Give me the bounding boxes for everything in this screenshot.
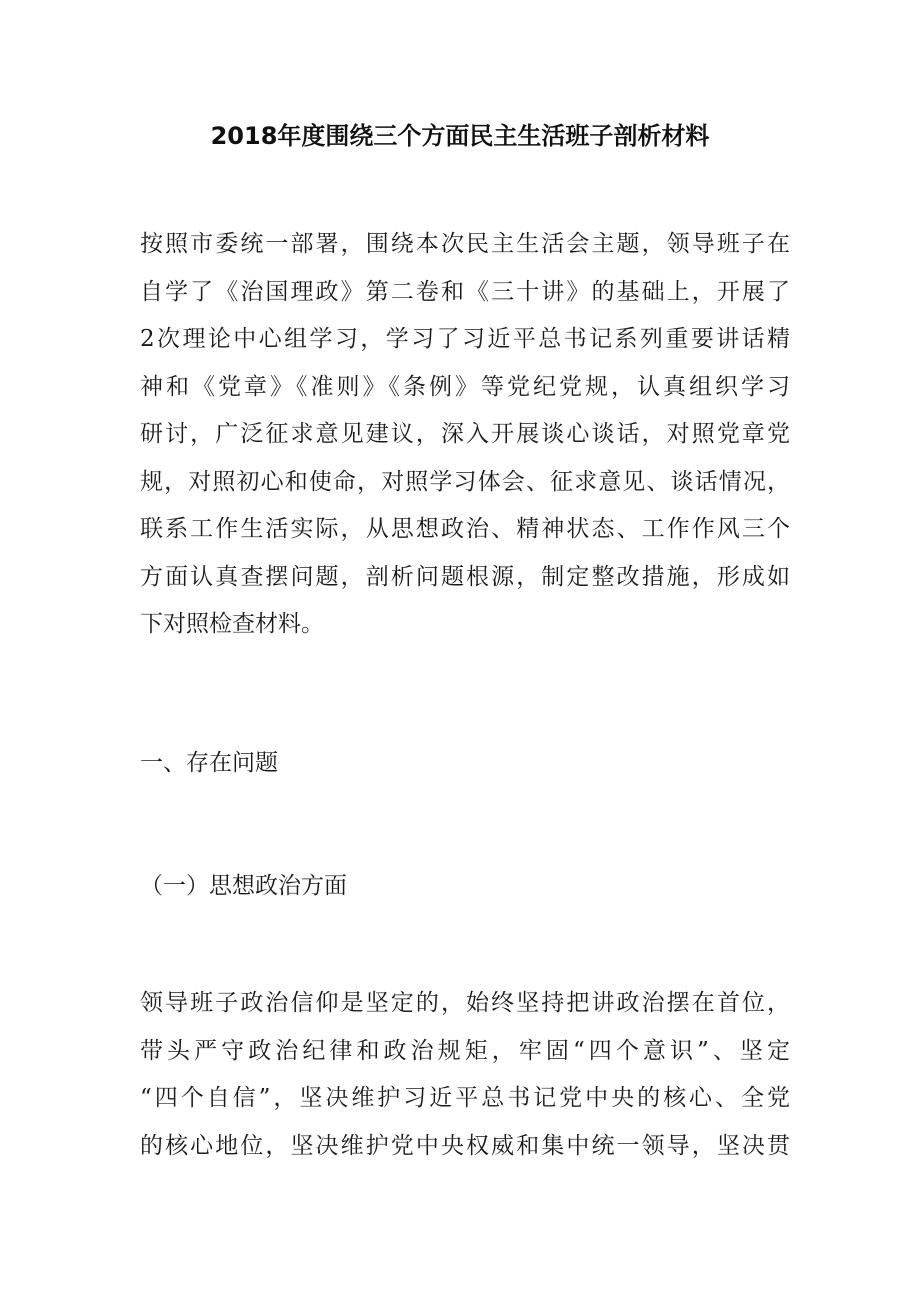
subsection-heading: （一）思想政治方面 [140, 873, 347, 899]
document-title: 2018年度围绕三个方面民主生活班子剖析材料 [210, 122, 710, 150]
intro-line: 自学了《治国理政》第二卷和《三十讲》的基础上，开展了 [140, 278, 790, 305]
body-paragraph [140, 980, 790, 1170]
intro-line: 联系工作生活实际，从思想政治、精神状态、工作作风三个 [140, 516, 790, 542]
intro-line: 规，对照初心和使命，对照学习体会、征求意见、谈话情况， [140, 468, 790, 495]
section-heading: 一、存在问题 [140, 750, 278, 776]
body-line: “四个自信”，坚决维护习近平总书记党中央的核心、全党 [140, 1085, 790, 1111]
intro-paragraph [140, 221, 790, 649]
body-line: 领导班子政治信仰是坚定的，始终坚持把讲政治摆在首位， [140, 990, 790, 1016]
intro-line: 下对照检查材料。 [140, 611, 324, 637]
intro-line: 研讨，广泛征求意见建议，深入开展谈心谈话，对照党章党 [140, 421, 790, 447]
intro-line: 方面认真查摆问题，剖析问题根源，制定整改措施，形成如 [140, 563, 790, 590]
body-line: 的核心地位，坚决维护党中央权威和集中统一领导，坚决贯 [140, 1132, 790, 1159]
body-line: 带头严守政治纪律和政治规矩，牢固“四个意识”、坚定 [140, 1037, 790, 1064]
intro-line: 按照市委统一部署，围绕本次民主生活会主题，领导班子在 [140, 231, 790, 257]
intro-line: 2次理论中心组学习，学习了习近平总书记系列重要讲话精 [140, 326, 790, 352]
intro-line: 神和《党章》《准则》《条例》等党纪党规，认真组织学习 [140, 373, 790, 400]
